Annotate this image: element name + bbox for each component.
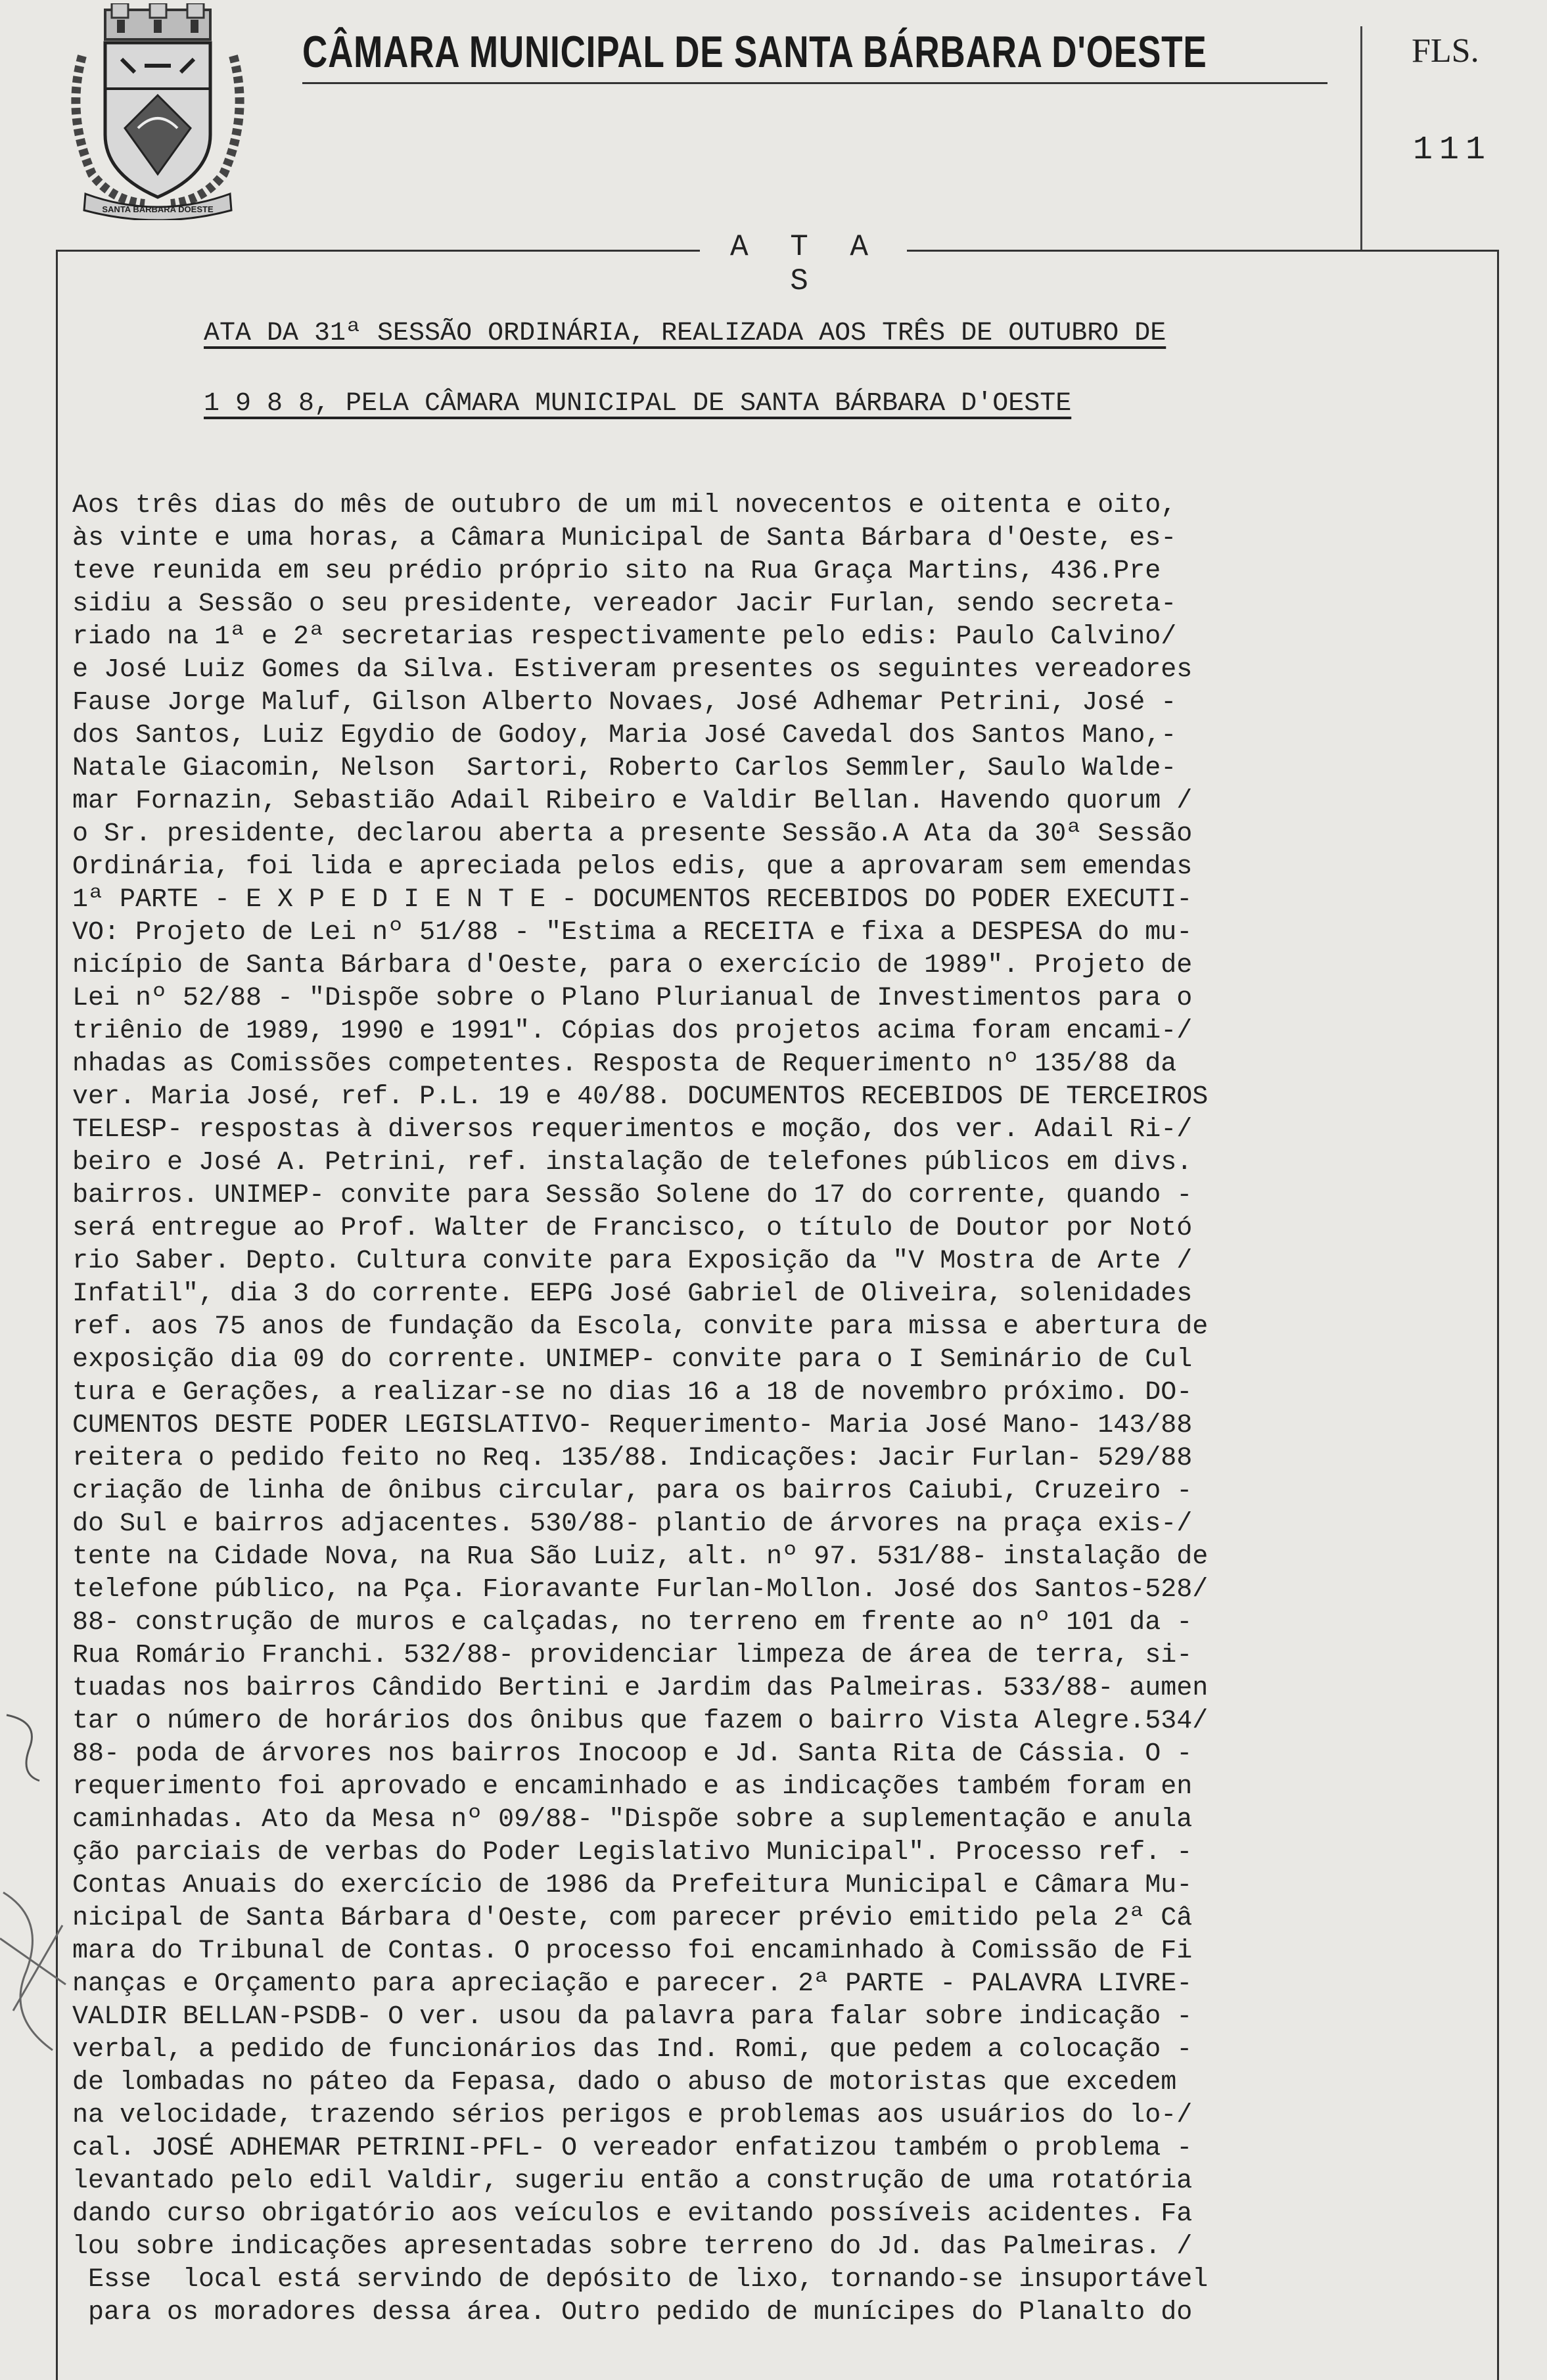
- minutes-text-line: rio Saber. Depto. Cultura convite para Exposição da "V Mostra de Arte /: [72, 1247, 1193, 1276]
- section-title: A T A S: [729, 230, 881, 298]
- folio-label: FLS.: [1412, 32, 1479, 70]
- minutes-text-line: ref. aos 75 anos de fundação da Escola, convite para missa e abertura de: [72, 1312, 1209, 1342]
- minutes-text-line: riado na 1ª e 2ª secretarias respectivamente pelo edis: Paulo Calvino/: [72, 622, 1177, 652]
- minutes-text-line: requerimento foi aprovado e encaminhado e as indicações também foram en: [72, 1772, 1193, 1802]
- minutes-text-line: mara do Tribunal de Contas. O processo foi encaminhado à Comissão de Fi: [72, 1936, 1193, 1966]
- minutes-text-line: teve reunida em seu prédio próprio sito na Rua Graça Martins, 436.Pre: [72, 557, 1161, 586]
- minutes-text-line: 88- poda de árvores nos bairros Inocoop e Jd. Santa Rita de Cássia. O -: [72, 1739, 1193, 1769]
- frame-top-left-rule: [56, 250, 700, 252]
- minutes-text-line: TELESP- respostas à diversos requerimentos e moção, dos ver. Adail Ri-/: [72, 1115, 1193, 1145]
- minutes-text-line: sidiu a Sessão o seu presidente, vereador Jacir Furlan, sendo secreta-: [72, 589, 1177, 619]
- minutes-text-line: tar o número de horários dos ônibus que fazem o bairro Vista Alegre.534/: [72, 1706, 1209, 1736]
- minutes-text-line: Rua Romário Franchi. 532/88- providenciar limpeza de área de terra, si-: [72, 1641, 1193, 1670]
- minutes-text-line: tura e Gerações, a realizar-se no dias 16 a 18 de novembro próximo. DO-: [72, 1378, 1193, 1407]
- minutes-text-line: para os moradores dessa área. Outro pedido de munícipes do Planalto do: [72, 2298, 1193, 2327]
- minutes-text-line: Lei nº 52/88 - "Dispõe sobre o Plano Plurianual de Investimentos para o: [72, 984, 1193, 1013]
- municipal-crest-icon: [59, 3, 256, 220]
- minutes-text-line: telefone público, na Pça. Fioravante Furlan-Mollon. José dos Santos-528/: [72, 1575, 1209, 1605]
- minutes-text-line: tente na Cidade Nova, na Rua São Luiz, alt. nº 97. 531/88- instalação de: [72, 1542, 1209, 1572]
- minutes-text-line: ver. Maria José, ref. P.L. 19 e 40/88. DOCUMENTOS RECEBIDOS DE TERCEIROS: [72, 1082, 1209, 1112]
- minutes-text-line: tuadas nos bairros Cândido Bertini e Jardim das Palmeiras. 533/88- aumen: [72, 1674, 1209, 1703]
- minutes-text-line: VALDIR BELLAN-PSDB- O ver. usou da palavra para falar sobre indicação -: [72, 2002, 1193, 2032]
- folio-divider: [1360, 26, 1362, 250]
- minutes-text-line: Infatil", dia 3 do corrente. EEPG José Gabriel de Oliveira, solenidades: [72, 1279, 1193, 1309]
- minutes-text-line: criação de linha de ônibus circular, para os bairros Caiubi, Cruzeiro -: [72, 1476, 1193, 1506]
- minutes-text-line: triênio de 1989, 1990 e 1991". Cópias dos projetos acima foram encami-/: [72, 1017, 1193, 1046]
- minutes-text-line: de lombadas no páteo da Fepasa, dado o abuso de motoristas que excedem: [72, 2068, 1177, 2097]
- minutes-text-line: CUMENTOS DESTE PODER LEGISLATIVO- Requerimento- Maria José Mano- 143/88: [72, 1411, 1193, 1440]
- minutes-text-line: dos Santos, Luiz Egydio de Godoy, Maria José Cavedal dos Santos Mano,-: [72, 721, 1177, 750]
- minutes-text-line: do Sul e bairros adjacentes. 530/88- plantio de árvores na praça exis-/: [72, 1509, 1193, 1539]
- crest-ribbon-text: SANTA BARBARA DOESTE: [102, 204, 214, 214]
- title-underline: [302, 82, 1328, 84]
- minutes-text-line: e José Luiz Gomes da Silva. Estiveram presentes os seguintes vereadores: [72, 655, 1193, 685]
- minutes-text-line: reitera o pedido feito no Req. 135/88. Indicações: Jacir Furlan- 529/88: [72, 1444, 1193, 1473]
- minutes-text-line: na velocidade, trazendo sérios perigos e problemas aos usuários do lo-/: [72, 2101, 1193, 2130]
- minutes-text-line: ção parciais de verbas do Poder Legislativo Municipal". Processo ref. -: [72, 1838, 1193, 1867]
- minutes-text-line: Natale Giacomin, Nelson Sartori, Roberto Carlos Semmler, Saulo Walde-: [72, 754, 1177, 783]
- minutes-text-line: Contas Anuais do exercício de 1986 da Prefeitura Municipal e Câmara Mu-: [72, 1871, 1193, 1900]
- minutes-text-line: o Sr. presidente, declarou aberta a presente Sessão.A Ata da 30ª Sessão: [72, 819, 1193, 849]
- minutes-body: [72, 490, 1498, 2329]
- minutes-text-line: 88- construção de muros e calçadas, no terreno em frente ao nº 101 da -: [72, 1608, 1193, 1637]
- chamber-title: CÂMARA MUNICIPAL DE SANTA BÁRBARA D'OESTE: [302, 27, 1207, 77]
- minutes-text-line: bairros. UNIMEP- convite para Sessão Solene do 17 do corrente, quando -: [72, 1181, 1193, 1210]
- handwritten-margin-mark-icon: [0, 1708, 72, 2168]
- minutes-text-line: exposição dia 09 do corrente. UNIMEP- convite para o I Seminário de Cul: [72, 1345, 1193, 1375]
- minutes-text-line: beiro e José A. Petrini, ref. instalação de telefones públicos em divs.: [72, 1148, 1193, 1178]
- minutes-text-line: nanças e Orçamento para apreciação e parecer. 2ª PARTE - PALAVRA LIVRE-: [72, 1969, 1193, 1999]
- minutes-heading-line-2: 1 9 8 8, PELA CÂMARA MUNICIPAL DE SANTA BÁRBARA D'OESTE: [204, 389, 1072, 419]
- minutes-text-line: Esse local está servindo de depósito de lixo, tornando-se insuportável: [72, 2265, 1209, 2295]
- minutes-text-line: lou sobre indicações apresentadas sobre terreno do Jd. das Palmeiras. /: [72, 2232, 1193, 2262]
- minutes-text-line: levantado pelo edil Valdir, sugeriu então a construção de uma rotatória: [72, 2166, 1193, 2196]
- minutes-text-line: cal. JOSÉ ADHEMAR PETRINI-PFL- O vereador enfatizou também o problema -: [72, 2134, 1193, 2163]
- minutes-text-line: nhadas as Comissões competentes. Resposta de Requerimento nº 135/88 da: [72, 1049, 1177, 1079]
- minutes-text-line: Aos três dias do mês de outubro de um mil novecentos e oitenta e oito,: [72, 491, 1177, 520]
- minutes-text-line: verbal, a pedido de funcionários das Ind. Romi, que pedem a colocação -: [72, 2035, 1193, 2065]
- minutes-text-line: nicípio de Santa Bárbara d'Oeste, para o exercício de 1989". Projeto de: [72, 951, 1193, 980]
- minutes-text-line: caminhadas. Ato da Mesa nº 09/88- "Dispõe sobre a suplementação e anula: [72, 1805, 1193, 1835]
- minutes-text-line: será entregue ao Prof. Walter de Francisco, o título de Doutor por Notó: [72, 1214, 1193, 1243]
- minutes-text-line: às vinte e uma horas, a Câmara Municipal de Santa Bárbara d'Oeste, es-: [72, 524, 1177, 553]
- minutes-text-line: 1ª PARTE - E X P E D I E N T E - DOCUMENTOS RECEBIDOS DO PODER EXECUTI-: [72, 885, 1193, 915]
- minutes-text-line: VO: Projeto de Lei nº 51/88 - "Estima a RECEITA e fixa a DESPESA do mu-: [72, 918, 1193, 948]
- minutes-heading-line-1: ATA DA 31ª SESSÃO ORDINÁRIA, REALIZADA AOS TRÊS DE OUTUBRO DE: [204, 319, 1166, 348]
- minutes-text-line: nicipal de Santa Bárbara d'Oeste, com parecer prévio emitido pela 2ª Câ: [72, 1904, 1193, 1933]
- minutes-text-line: Ordinária, foi lida e apreciada pelos edis, que a aprovaram sem emendas: [72, 852, 1193, 882]
- folio-number: 111: [1413, 131, 1492, 169]
- frame-top-right-rule: [907, 250, 1498, 252]
- minutes-text-line: Fause Jorge Maluf, Gilson Alberto Novaes, José Adhemar Petrini, José -: [72, 688, 1177, 718]
- minutes-text-line: mar Fornazin, Sebastião Adail Ribeiro e Valdir Bellan. Havendo quorum /: [72, 787, 1193, 816]
- minutes-text-line: dando curso obrigatório aos veículos e evitando possíveis acidentes. Fa: [72, 2199, 1193, 2229]
